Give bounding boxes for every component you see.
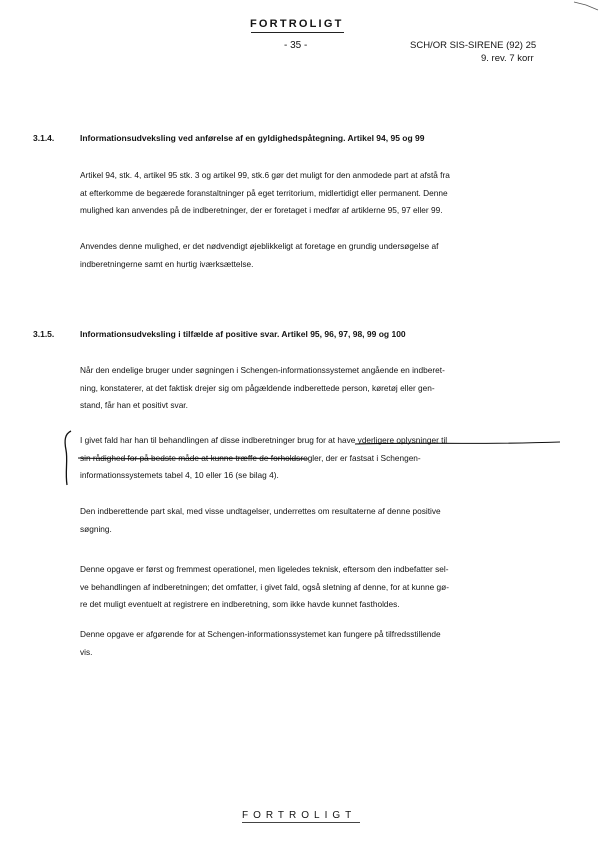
text-line: Denne opgave er først og fremmest operationel, men ligeledes teknisk, eftersom den indbefatter sel- (80, 564, 449, 574)
text-line: ning, konstaterer, at det faktisk drejer sig om pågældende indberettede person, køretøj eller gen- (80, 382, 435, 393)
text-line: Den indberettende part skal, med visse undtagelser, underrettes om resultaterne af denne positive (80, 506, 441, 516)
footer-underline (242, 822, 360, 823)
paragraph (80, 238, 550, 273)
paragraph (80, 362, 550, 415)
paragraph (80, 503, 550, 538)
confidential-header: FORTROLIGT (250, 18, 344, 30)
header-underline (251, 32, 344, 33)
section-title: Informationsudveksling ved anførelse af en gyldighedspåtegning. Artikel 94, 95 og 99 (80, 133, 425, 143)
page-number: - 35 - (284, 40, 308, 51)
text-line: søgning. (80, 523, 112, 534)
handwritten-underline-mark (355, 440, 560, 448)
paragraph (80, 167, 550, 220)
text-line: Denne opgave er afgørende for at Schengen-informationssystemet kan fungere på tilfredsstillende (80, 629, 441, 639)
handwritten-bracket-mark (63, 430, 73, 486)
text-line: mulighed kan anvendes på de indberetninger, der er foretaget i medfør af artiklerne 95, 97 eller 99. (80, 205, 443, 215)
text-line: Når den endelige bruger under søgningen i Schengen-informationssystemet angående en indberet- (80, 365, 445, 375)
text-line: sin rådighed for på bedste måde at kunne træffe de forholdsregler, der er fastsat i Schengen- (80, 452, 421, 463)
handwritten-underline-mark (78, 455, 308, 463)
paragraph (80, 626, 550, 661)
section-number: 3.1.5. (33, 329, 55, 339)
text-line: informationssystemets tabel 4, 10 eller 16 (se bilag 4). (80, 470, 279, 480)
confidential-footer: FORTROLIGT (242, 810, 357, 821)
text-line: stand, får han et positivt svar. (80, 400, 188, 410)
text-line: at efterkomme de begærede foranstaltninger på eget territorium, midlertidigt eller permanent. Denne (80, 187, 448, 198)
scan-artifact-mark (572, 0, 600, 12)
section-number: 3.1.4. (33, 133, 55, 143)
text-line: ve behandlingen af indberetningen; det omfatter, i givet fald, også sletning af denne, for at kunne gø- (80, 581, 450, 592)
text-line: Artikel 94, stk. 4, artikel 95 stk. 3 og artikel 99, stk.6 gør det muligt for den anmodede part at afstå fra (80, 170, 450, 180)
document-revision: 9. rev. 7 korr (481, 53, 534, 64)
text-line: Anvendes denne mulighed, er det nødvendigt øjeblikkeligt at foretage en grundig undersøgelse af (80, 241, 439, 251)
text-line: I givet fald har han til behandlingen af disse indberetninger brug for at have yderligere oplysninger til (80, 435, 448, 445)
text-line: indberetningerne samt en hurtig iværksættelse. (80, 258, 254, 269)
text-line: re det muligt eventuelt at registrere en indberetning, som ikke havde kunnet fastholdes. (80, 599, 400, 609)
text-line: vis. (80, 646, 93, 657)
document-reference: SCH/OR SIS-SIRENE (92) 25 (410, 40, 537, 51)
paragraph (80, 561, 550, 614)
section-title: Informationsudveksling i tilfælde af positive svar. Artikel 95, 96, 97, 98, 99 og 100 (80, 329, 406, 339)
